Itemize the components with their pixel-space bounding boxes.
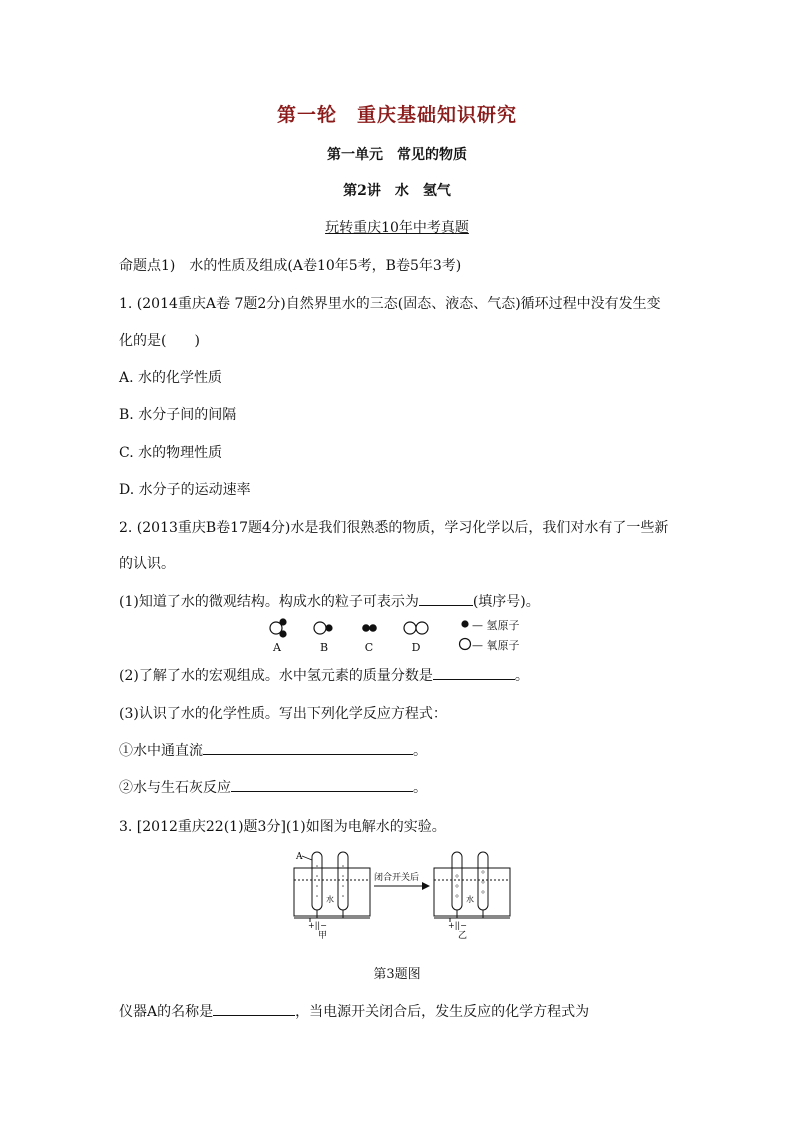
apparatus-left [294,852,370,922]
page-title: 第一轮 重庆基础知识研究 [276,104,517,126]
q1-stem-line2: 化的是( ) [119,333,200,349]
q2-part1-end: (填序号)。 [472,594,540,610]
arrow-text: 闭合开关后 [374,873,420,883]
q2-eq1-blank[interactable] [203,740,413,755]
q2-stem-line2: 的认识。 [119,556,175,572]
left-battery: +||− [308,921,327,930]
topic-label: 命题点1) 水的性质及组成(A卷10年5考，B卷5年3考) [119,258,462,274]
q2-eq2-text: ②水与生石灰反应 [119,780,231,796]
molecule-label-b: B [319,641,329,654]
q2-part1 [119,591,540,611]
water-label-right: 水 [466,895,474,904]
legend-oxygen: — 氧原子 [472,639,520,652]
molecule-label-d: D [411,641,421,654]
right-battery: +||− [448,921,467,930]
q2-part2-text: (2)了解了水的宏观组成。水中氢元素的质量分数是 [119,668,433,684]
water-label-left: 水 [326,895,334,904]
q3-stem: 3. [2012重庆22(1)题3分](1)如图为电解水的实验。 [119,819,446,835]
q2-part2 [119,665,529,685]
q2-eq1 [119,740,427,760]
right-name: 乙 [458,931,468,941]
molecule-d [404,622,428,634]
legend-hydrogen-dot [461,620,468,627]
q1-option-d: D. 水分子的运动速率 [119,482,251,498]
q2-eq1-text: ①水中通直流 [119,743,203,759]
molecule-label-a: A [273,641,281,654]
q1-option-c: C. 水的物理性质 [119,445,223,461]
lesson-title: 第2讲 水 氢气 [343,183,451,199]
q3-last-line [119,1001,589,1021]
legend-hydrogen: — 氢原子 [472,619,520,632]
q1-option-b: B. 水分子间的间隔 [119,407,237,423]
q2-stem-line1: 2. (2013重庆B卷17题4分)水是我们很熟悉的物质，学习化学以后，我们对水有了一些新 [119,520,669,536]
q3-last-line-b: ，当电源开关闭合后，发生反应的化学方程式为 [295,1004,590,1020]
process-arrow [374,882,430,890]
q2-part2-end: 。 [514,668,529,684]
left-name: 甲 [318,931,328,941]
molecule-c [362,624,377,632]
unit-title: 第一单元 常见的物质 [327,147,467,163]
section-title: 玩转重庆10年中考真题 [325,220,469,236]
q1-option-a: A. 水的化学性质 [119,370,223,386]
q3-last-line-a: 仪器A的名称是 [119,1004,214,1020]
label-a-left: A [296,852,303,862]
q2-eq1-end: 。 [413,743,427,759]
q3-instrument-blank[interactable] [213,1001,295,1016]
q2-eq2-blank[interactable] [231,777,413,792]
q2-part1-text: (1)知道了水的微观结构。构成水的粒子可表示为 [119,594,419,610]
q2-part2-blank[interactable] [433,665,515,680]
q2-part3: (3)认识了水的化学性质。写出下列化学反应方程式： [119,706,447,722]
figure-caption: 第3题图 [373,967,421,982]
q1-stem-line1: 1. (2014重庆A卷 7题2分)自然界里水的三态(固态、液态、气态)循环过程中没有发生变 [119,296,661,312]
left-water-dots [316,865,344,897]
pointer-a [302,856,312,860]
right-bubbles [456,871,484,897]
legend-oxygen-circle [460,639,471,650]
molecule-a [270,618,287,637]
molecule-b [314,622,333,634]
molecule-label-c: C [364,641,374,654]
q2-part1-blank[interactable] [419,591,473,606]
q2-eq2-end: 。 [413,780,427,796]
apparatus-right [434,852,510,922]
electrolysis-figure [288,846,528,942]
q2-eq2 [119,777,427,797]
